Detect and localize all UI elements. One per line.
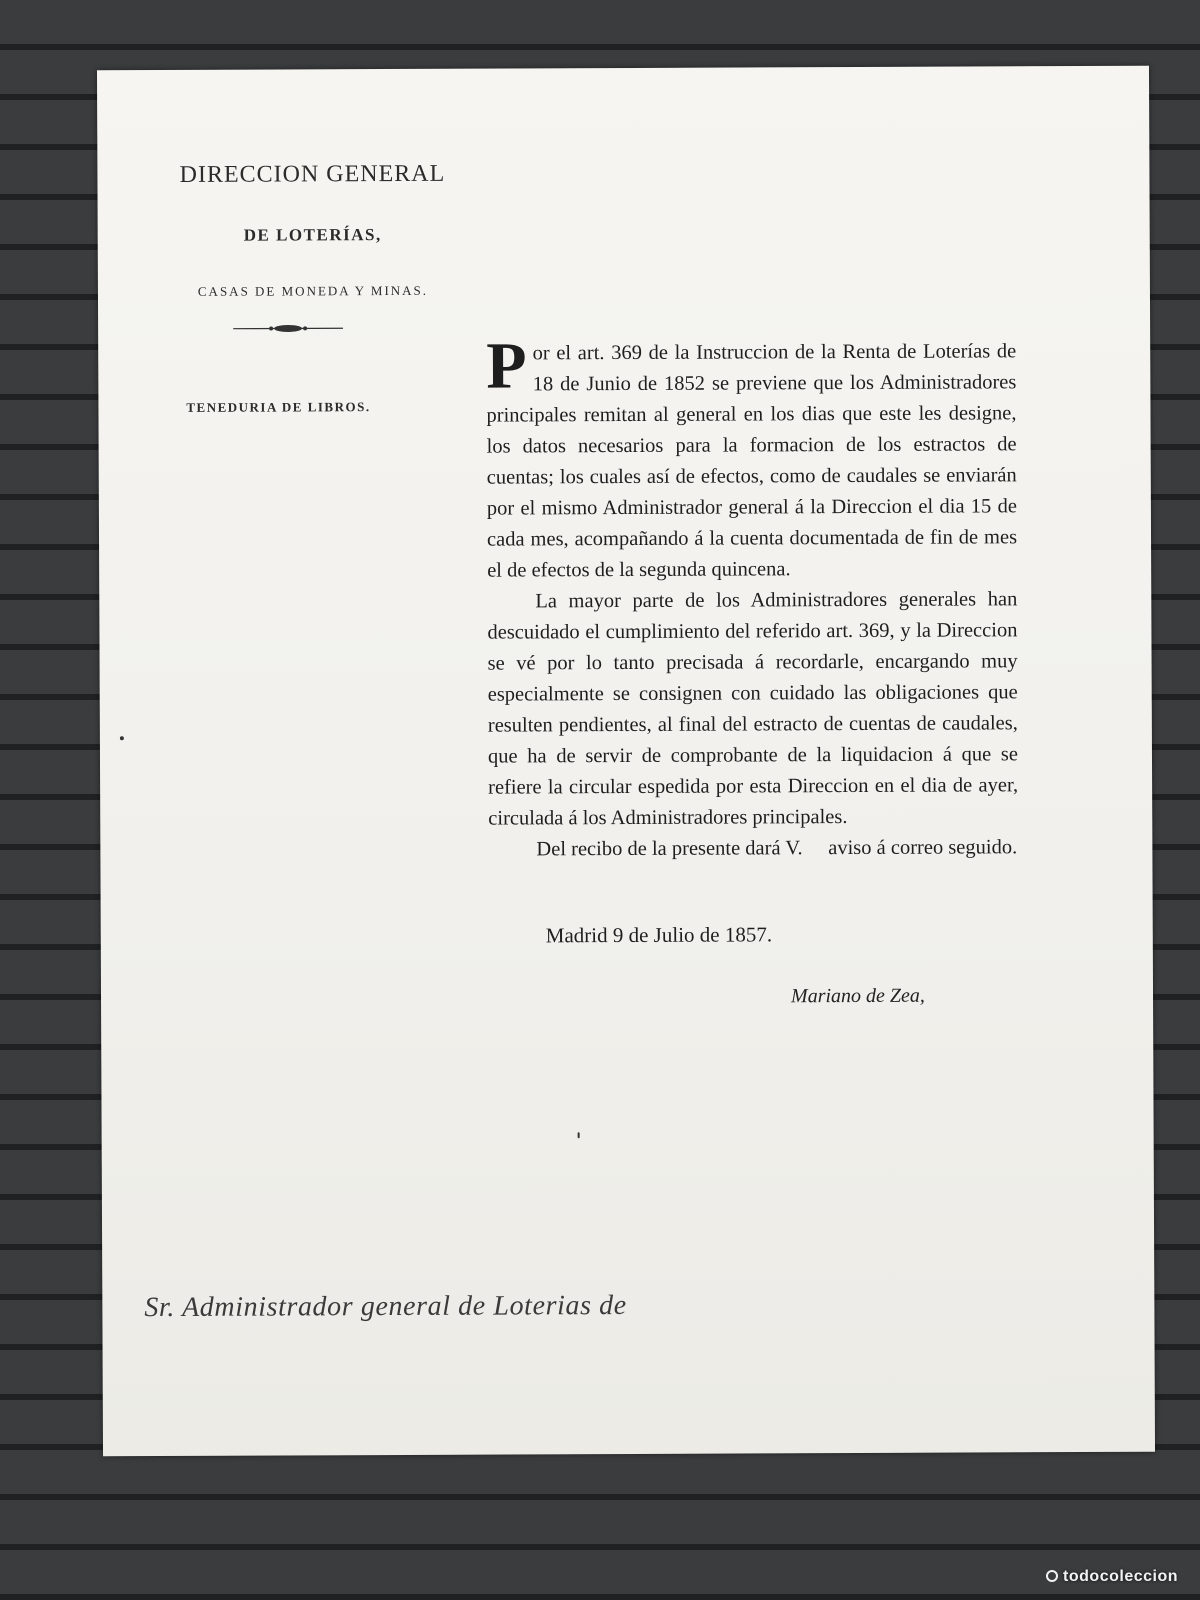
- document-page: [97, 66, 1155, 1457]
- letter-body: [486, 329, 1019, 865]
- header-line-2: DE LOTERÍAS,: [243, 225, 382, 245]
- department-label: TENEDURIA DE LIBROS.: [186, 399, 371, 415]
- ornament-divider: [233, 322, 343, 334]
- paper-speck: [120, 736, 124, 740]
- addressee-line: Sr. Administrador general de Loterias de: [144, 1290, 627, 1324]
- body-paragraph-3: Del recibo de la presente dará V. aviso á correo seguido.: [536, 836, 1018, 861]
- signature: Mariano de Zea,: [790, 984, 925, 1008]
- site-watermark: [1046, 1568, 1178, 1586]
- watermark-text: todocoleccion: [1063, 1568, 1178, 1585]
- paper-speck: [578, 1132, 580, 1138]
- header-line-3: CASAS DE MONEDA Y MINAS.: [197, 282, 429, 299]
- header-line-1: DIRECCION GENERAL: [179, 160, 446, 188]
- body-paragraph-2: La mayor parte de los Administradores generales han descuidado el cumplimiento del referido art. 369, y la Direccion se vé por lo tanto precisada á recordarle, encargando muy especialmente se consignen con cuidado las obligaciones que resulten pendientes, al final del estracto de cuentas de caudales, que ha de servir de comprobante de la liquidacion á que se refiere la circular espedida por esta Direccion en el dia de ayer, circulada á los Administradores principales.: [487, 588, 1019, 830]
- date-line: Madrid 9 de Julio de 1857.: [545, 922, 773, 948]
- watermark-logo-icon: [1046, 1570, 1058, 1582]
- body-paragraph-1: Por el art. 369 de la Instruccion de la Renta de Loterías de 18 de Junio de 1852 se previene que los Administradores principales remitan al general en los dias que este les designe, los datos necesarios para la formacion de los estractos de cuentas; los cuales así de efectos, como de caudales se enviarán por el mismo Administrador general á la Direccion el dia 15 de cada mes, acompañando á la cuenta documentada de fin de mes el de efectos de la segunda quincena.: [486, 329, 1018, 582]
